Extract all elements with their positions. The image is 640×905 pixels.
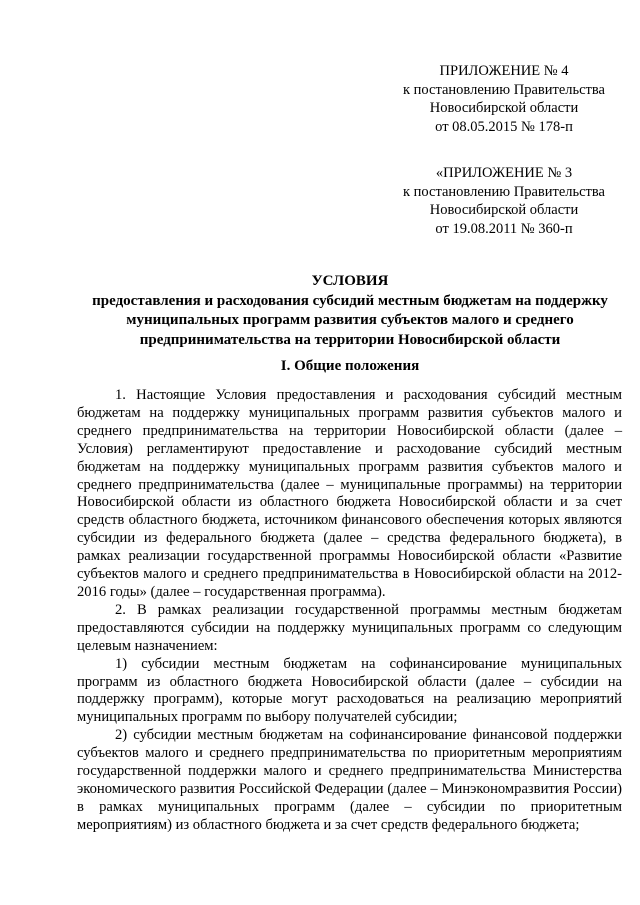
annex-3-label: «ПРИЛОЖЕНИЕ № 3 bbox=[435, 165, 573, 181]
paragraph-2-item-2: 2) субсидии местным бюджетам на софинансирование финансовой поддержки субъектов малого и среднего предпринимательства по приоритетным мероприятиям государственной поддержки малого и среднего предпринимательства Министерства экономического развития Российской Федерации (далее – Минэкономразвития России) в рамках муниципальных программ (далее – субсидии по приоритетным мероприятиям) из областного бюджета и за счет средств федерального бюджета; bbox=[77, 727, 622, 833]
title-subtitle-line-2: муниципальных программ развития субъектов малого и среднего bbox=[126, 312, 574, 328]
annex-3-resolution-line: к постановлению Правительства bbox=[403, 183, 605, 200]
annex-4-header bbox=[384, 62, 624, 136]
annex-4-label: ПРИЛОЖЕНИЕ № 4 bbox=[439, 63, 569, 79]
section-heading-text: I. Общие положения bbox=[280, 358, 420, 374]
title-subtitle-line-1: предоставления и расходования субсидий местным бюджетам на поддержку bbox=[92, 292, 608, 309]
title-subtitle-line-3: предпринимательства на территории Новосибирской области bbox=[139, 331, 561, 348]
document-title bbox=[70, 272, 630, 350]
annex-3-region-line: Новосибирской области bbox=[429, 202, 579, 218]
paragraph-2-item-1: 1) субсидии местным бюджетам на софинансирование муниципальных программ из областного бюджета Новосибирской области (далее – субсидии на поддержку программ), которые могут расходоваться на реализацию мероприятий муниципальных программ по выбору получателей субсидии; bbox=[77, 655, 622, 726]
title-main: УСЛОВИЯ bbox=[311, 273, 389, 289]
annex-4-date-line: от 08.05.2015 № 178-п bbox=[435, 118, 573, 135]
paragraph-1: 1. Настоящие Условия предоставления и расходования субсидий местным бюджетам на поддержку муниципальных программ развития субъектов малого и среднего предпринимательства на территории Новосибирской области (далее – Условия) регламентируют предоставление и расходование субсидий местным бюджетам на поддержку муниципальных программ развития субъектов малого и среднего предпринимательства (далее – муниципальные программы) на территории Новосибирской области из областного бюджета Новосибирской области и за счет средств областного бюджета, источником финансового обеспечения которых являются субсидии из федерального бюджета (далее – средства федерального бюджета), в рамках реализации государственной программы Новосибирской области «Развитие субъектов малого и среднего предпринимательства в Новосибирской области на 2012-2016 годы» (далее – государственная программа). bbox=[77, 387, 622, 600]
annex-4-region-line: Новосибирской области bbox=[429, 100, 579, 116]
annex-3-date-line: от 19.08.2011 № 360-п bbox=[435, 220, 573, 237]
annex-4-resolution-line: к постановлению Правительства bbox=[403, 81, 605, 98]
annex-3-header bbox=[384, 164, 624, 238]
section-heading bbox=[70, 357, 630, 377]
paragraph-2: 2. В рамках реализации государственной программы местным бюджетам предоставляются субсидии на поддержку муниципальных программ со следующим целевым назначением: bbox=[77, 601, 622, 654]
document-body bbox=[77, 387, 622, 835]
